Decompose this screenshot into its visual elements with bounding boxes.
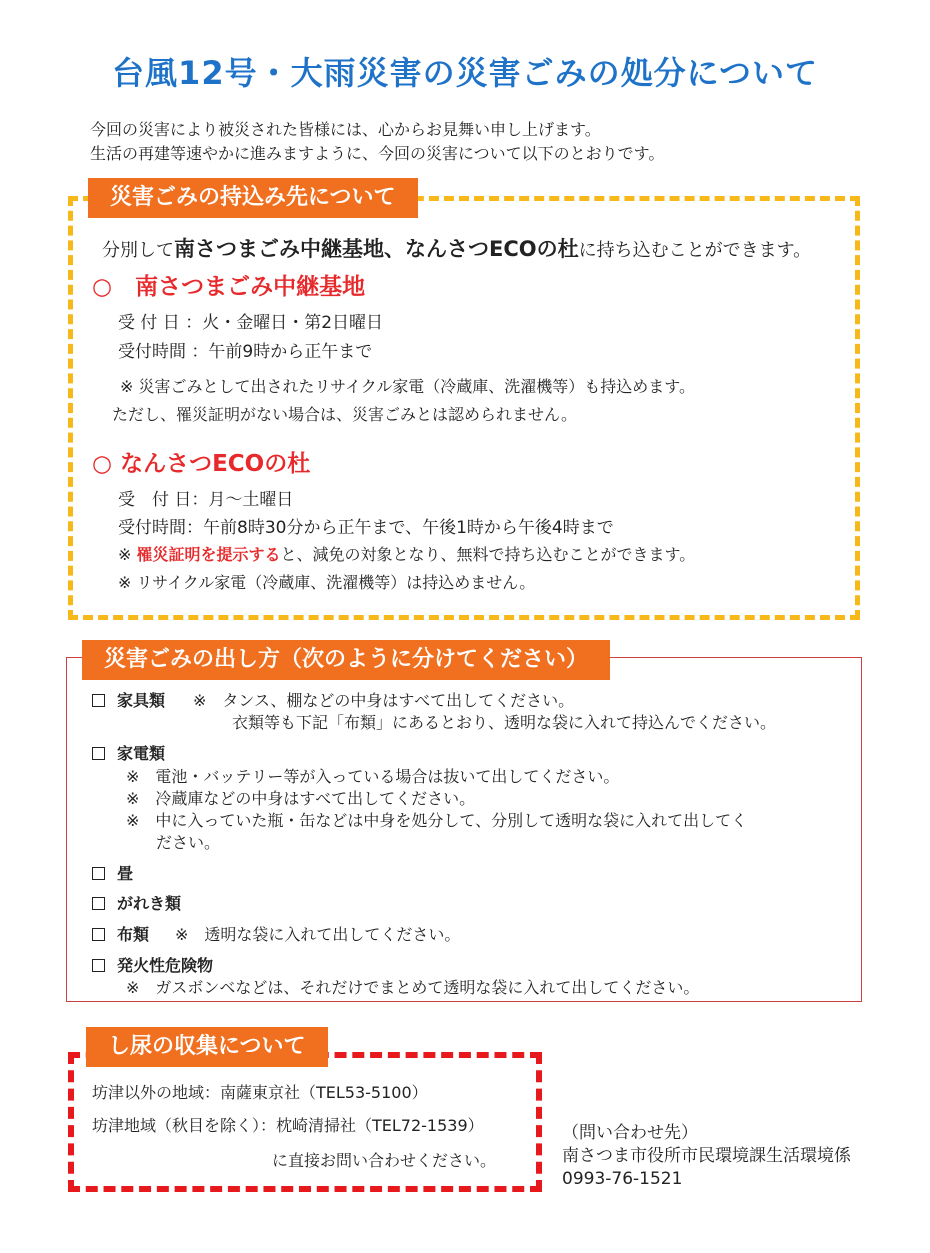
checkbox-icon — [92, 867, 105, 880]
page-title: 台風12号・大雨災害の災害ごみの処分について — [112, 54, 818, 92]
site2-note-2: ※ リサイクル家電（冷蔵庫、洗濯機等）は持込めません。 — [118, 573, 536, 592]
item-furniture-note: ※ タンス、棚などの中身はすべて出してください。 — [193, 691, 575, 710]
site2-hours: 受付時間：午前8時30分から正午まで、午後1時から午後4時まで — [118, 518, 614, 538]
site1-note-1: ※ 災害ごみとして出されたリサイクル家電（冷蔵庫、洗濯機等）も持込めます。 — [120, 377, 695, 396]
item-cloth-note: ※ 透明な袋に入れて出してください。 — [175, 925, 461, 944]
checkbox-icon — [92, 694, 105, 707]
item-furniture — [92, 688, 574, 711]
intro-line-1: 今回の災害により被災された皆様には、心からお見舞い申し上げます。 — [90, 120, 601, 139]
contact-heading: （問い合わせ先） — [562, 1123, 698, 1143]
contact-block — [562, 1122, 851, 1191]
intro-text — [90, 118, 664, 166]
item-appliances-name: 家電類 — [117, 744, 166, 763]
site2-note-1 — [118, 542, 695, 565]
site1-note-2: ただし、罹災証明がない場合は、災害ごみとは認められません。 — [112, 405, 577, 424]
dropoff-lead-bold: 南さつまごみ中継基地、なんさつECOの杜 — [174, 237, 579, 261]
sewage-line-1: 坊津以外の地域：南薩東京社（TEL53-5100） — [92, 1083, 428, 1102]
item-rubble-name: がれき類 — [117, 894, 182, 913]
checkbox-icon — [92, 747, 105, 760]
item-appliances-note-2: ※ 冷蔵庫などの中身はすべて出してください。 — [126, 789, 476, 808]
sorting-section-label: 災害ごみの出し方（次のように分けてください） — [82, 640, 610, 680]
checkbox-icon — [92, 897, 105, 910]
site2-note-1-pre: ※ — [118, 545, 137, 564]
item-flammable-name: 発火性危険物 — [117, 956, 214, 975]
site1-heading: ○ 南さつまごみ中継基地 — [92, 274, 366, 300]
site1-days: 受 付 日 ：火・金曜日・第2日曜日 — [118, 313, 384, 333]
intro-line-2: 生活の再建等速やかに進みますように、今回の災害について以下のとおりです。 — [90, 144, 665, 163]
item-cloth-name: 布類 — [117, 925, 150, 944]
item-cloth — [92, 922, 460, 945]
contact-office: 南さつま市役所市民環境課生活環境係 — [562, 1146, 851, 1166]
item-flammable — [92, 953, 213, 976]
sewage-section-label: し尿の収集について — [86, 1027, 328, 1067]
sewage-line-2: 坊津地域（秋目を除く）：枕崎清掃社（TEL72-1539） — [92, 1116, 484, 1135]
item-appliances-note-1: ※ 電池・バッテリー等が入っている場合は抜いて出してください。 — [126, 767, 620, 786]
dropoff-section-label: 災害ごみの持込み先について — [88, 178, 418, 218]
contact-phone: 0993-76-1521 — [562, 1169, 683, 1189]
dropoff-lead-pre: 分別して — [102, 240, 174, 261]
item-tatami-name: 畳 — [117, 864, 134, 883]
site2-heading: ○ なんさつECOの杜 — [92, 451, 311, 477]
dropoff-lead-post: に持ち込むことができます。 — [578, 240, 812, 261]
checkbox-icon — [92, 959, 105, 972]
sewage-line-3: に直接お問い合わせください。 — [272, 1151, 497, 1170]
item-appliances-note-3: ※ 中に入っていた瓶・缶などは中身を処分して、分別して透明な袋に入れて出してく — [126, 811, 748, 830]
site1-hours: 受付時間 ：午前9時から正午まで — [118, 342, 373, 362]
site2-note-1-post: と、減免の対象となり、無料で持ち込むことができます。 — [280, 545, 696, 564]
item-furniture-name: 家具類 — [117, 691, 166, 710]
item-furniture-note-2: 衣類等も下記「布類」にあるとおり、透明な袋に入れて持込んでください。 — [232, 713, 777, 732]
checkbox-icon — [92, 928, 105, 941]
item-appliances-note-3-cont: ださい。 — [156, 833, 221, 852]
site2-note-1-red: 罹災証明を提示する — [136, 545, 281, 564]
item-appliances — [92, 741, 165, 764]
site2-days: 受 付 日：月～土曜日 — [118, 490, 294, 510]
dropoff-lead — [102, 233, 811, 263]
item-flammable-note: ※ ガスボンベなどは、それだけでまとめて透明な袋に入れて出してください。 — [126, 978, 700, 997]
item-rubble — [92, 891, 181, 914]
item-tatami — [92, 861, 133, 884]
